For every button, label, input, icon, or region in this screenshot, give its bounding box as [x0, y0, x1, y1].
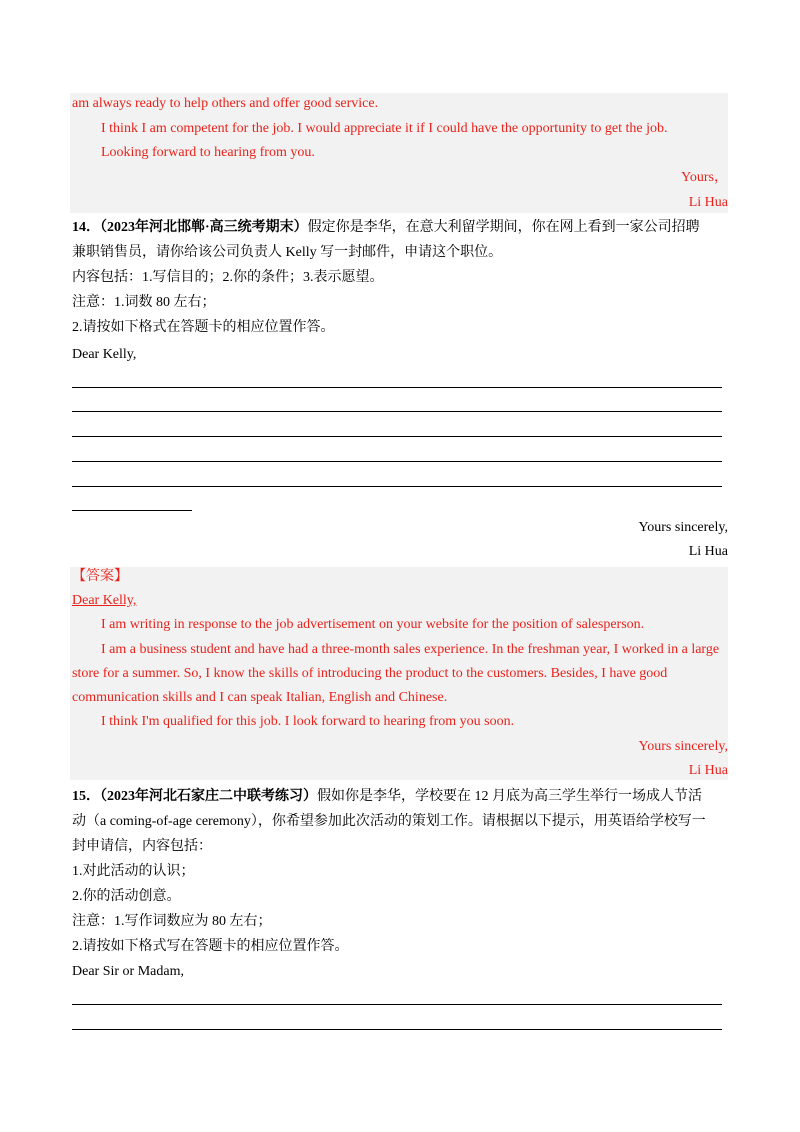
letter-greeting: Dear Sir or Madam, [72, 964, 184, 979]
question-number: 15． [72, 789, 100, 804]
answer-line [72, 411, 722, 412]
question-prompt-line: 封申请信，内容包括： [72, 839, 212, 854]
letter-signature: Li Hua [688, 544, 728, 559]
question-source: （2023年河北石家庄二中联考练习） [100, 789, 317, 804]
answer-paragraph: communication skills and I can speak Italian, English and Chinese. [72, 690, 448, 705]
answer-greeting: Dear Kelly, [72, 593, 137, 608]
answer-line [72, 1029, 722, 1030]
answer-paragraph: store for a summer. So, I know the skills of introducing the product to the customers. Besides, I have good [72, 666, 668, 681]
answer-paragraph: I am writing in response to the job advertisement on your website for the position of salesperson. [101, 617, 645, 632]
question-prompt-line: 兼职销售员，请你给该公司负责人 Kelly 写一封邮件，申请这个职位。 [72, 245, 503, 260]
question-source: （2023年河北邯郸·高三统考期末） [100, 220, 308, 235]
question-item: 2.你的活动创意。 [72, 889, 181, 904]
question-item: 1.对此活动的认识； [72, 864, 195, 879]
answer-paragraph: I think I'm qualified for this job. I look forward to hearing from you soon. [101, 714, 515, 729]
answer-closing: Yours sincerely, [638, 739, 728, 754]
question-note: 2.请按如下格式写在答题卡的相应位置作答。 [72, 939, 349, 954]
question-prompt: 假定你是李华，在意大利留学期间，你在网上看到一家公司招聘 [307, 220, 700, 235]
question-15-title [72, 785, 702, 809]
answer-line [72, 436, 722, 437]
question-number: 14． [72, 220, 100, 235]
answer-text-line: I think I am competent for the job. I would appreciate it if I could have the opportunity to get the job. [101, 121, 668, 136]
question-14-title [72, 216, 700, 240]
answer-text-line: am always ready to help others and offer good service. [72, 96, 379, 111]
answer-text-line: Looking forward to hearing from you. [101, 145, 315, 160]
question-content: 内容包括：1.写信目的；2.你的条件；3.表示愿望。 [72, 270, 384, 285]
question-note: 2.请按如下格式在答题卡的相应位置作答。 [72, 320, 335, 335]
answer-line [72, 387, 722, 388]
answer-line-short [72, 510, 192, 511]
answer-closing: Yours， [681, 170, 728, 185]
letter-greeting: Dear Kelly, [72, 347, 137, 362]
answer-line [72, 1004, 722, 1005]
question-prompt: 假如你是李华，学校要在 12 月底为高三学生举行一场成人节活 [317, 789, 702, 804]
answer-tag: 【答案】 [72, 569, 128, 584]
question-prompt-line: 动（a coming-of-age ceremony），你希望参加此次活动的策划工作。请根据以下提示，用英语给学校写一 [72, 814, 706, 829]
question-note: 注意：1.词数 80 左右； [72, 295, 216, 310]
answer-line [72, 461, 722, 462]
answer-signature: Li Hua [688, 763, 728, 778]
question-note: 注意：1.写作词数应为 80 左右； [72, 914, 272, 929]
answer-signature: Li Hua [688, 195, 728, 210]
answer-paragraph: I am a business student and have had a three-month sales experience. In the freshman year, I worked in a large [101, 642, 720, 657]
answer-line [72, 486, 722, 487]
letter-closing: Yours sincerely, [638, 520, 728, 535]
